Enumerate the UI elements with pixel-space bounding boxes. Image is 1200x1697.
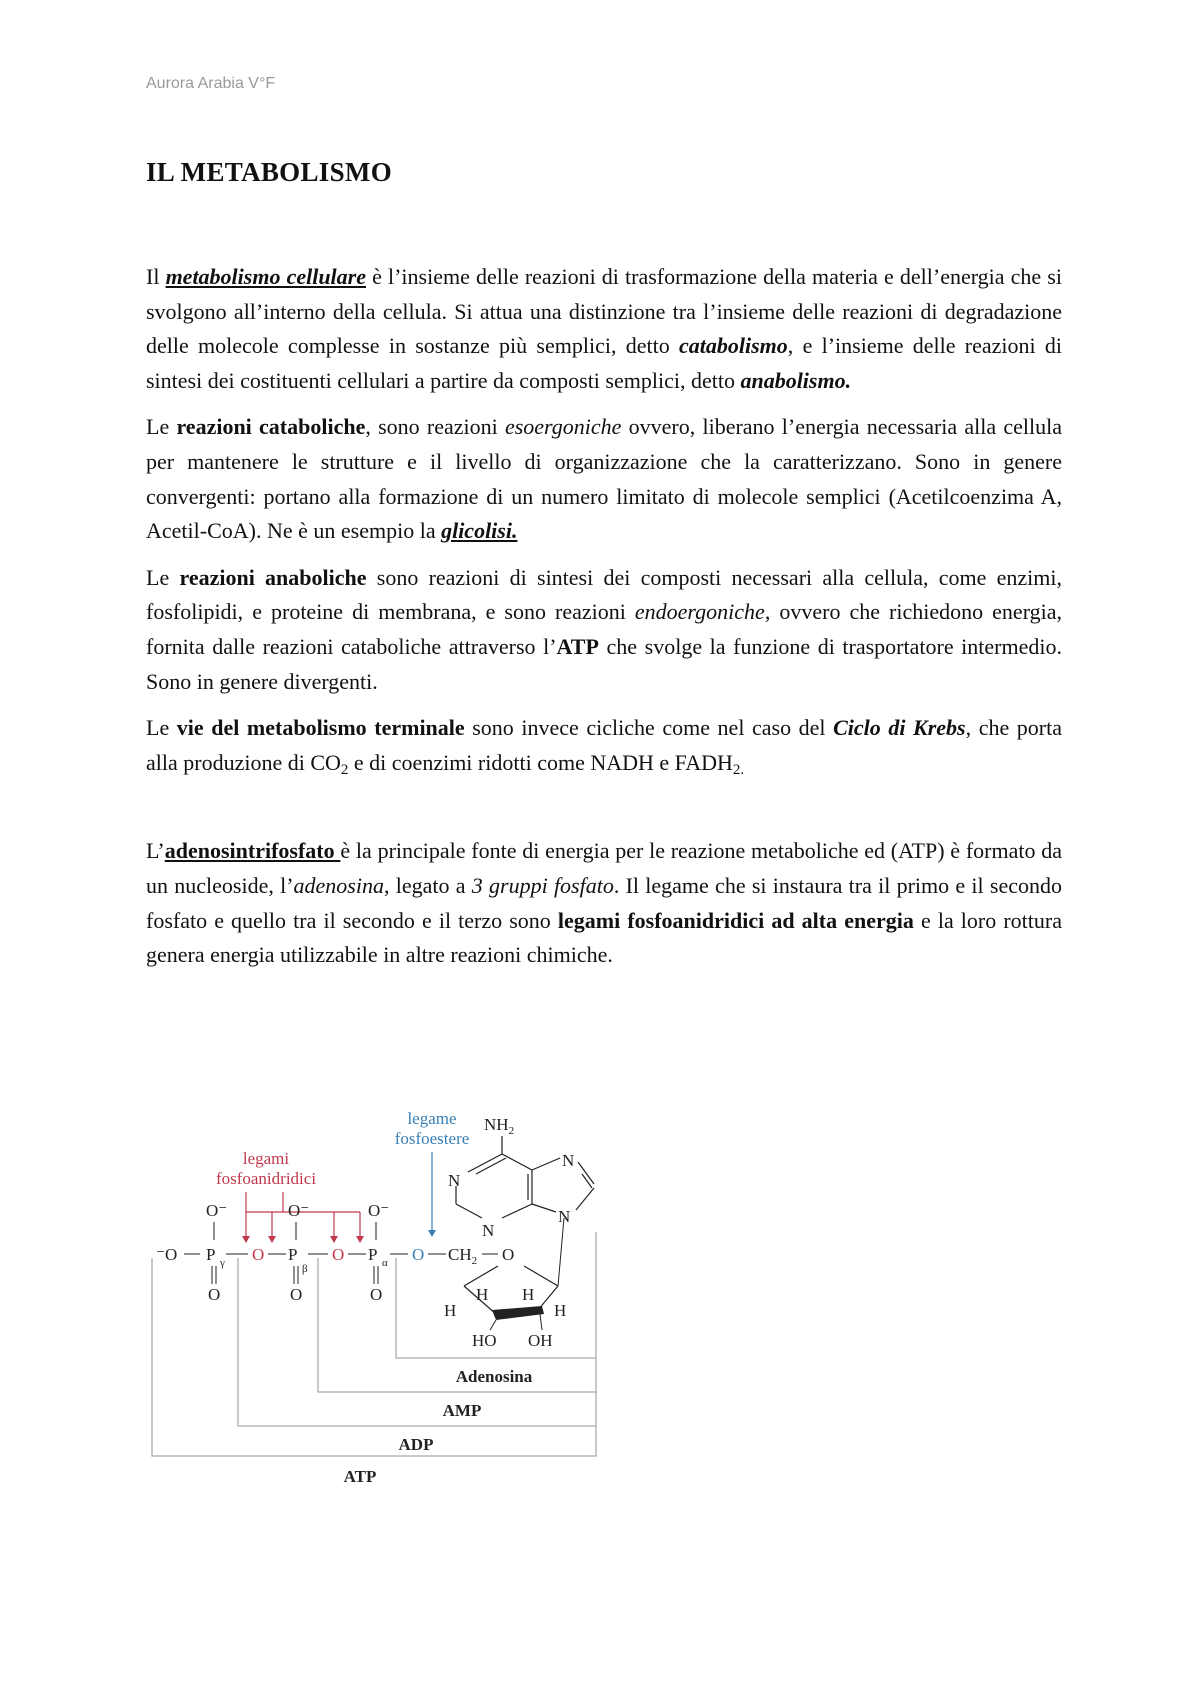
p-gamma-o-minus: O⁻ [206,1201,228,1220]
text-run: ovvero, liberano l’energia necessaria alla cellula per mantenere le strutture e il livello di organizzazione che la caratterizzano. Sono in genere convergenti: portano alla formazione di un numero limitato di molecole semplici (Acetilcoenzima A, Acetil-CoA). Ne è un esempio la [146,414,1063,544]
term-adenosina: adenosina [293,872,384,898]
term-reazioni-cataboliche: reazioni cataboliche [176,414,366,440]
ribose-h-2: H [522,1285,535,1304]
paragraph-reazioni-cataboliche [146,410,1062,548]
glycosidic-bond [558,1218,564,1286]
term-atp: ATP [556,633,599,659]
text-run: è l’insieme delle reazioni di trasformazione della materia e dell’energia che si svolgono all’interno della cellula. Si attua una distinzione tra l’insieme delle reazioni di degradazione delle molecole complesse in sostanze più semplici, detto [146,264,1062,359]
term-adenosintrifosfato: adenosintrifosfato [164,838,341,864]
text-run: Le [146,414,177,440]
nh2-subscript: 2 [508,1125,515,1137]
text-run: , e l’insieme delle reazioni di sintesi dei costituenti cellulari a partire da composti semplici, detto [146,333,1063,393]
text-run: sono invece cicliche come nel caso del [464,715,834,741]
term-metabolismo-cellulare: metabolismo cellulare [165,264,366,289]
text-run: . Il legame che si instaura tra il primo e il secondo fosfato e quello tra il secondo e il terzo sono [146,872,1062,933]
ester-o: O [412,1245,425,1264]
ch2-subscript: 2 [471,1255,478,1267]
document-body [146,260,1062,985]
text-run: Il [146,264,166,289]
terminal-o-minus: ⁻O [156,1245,178,1264]
term-3-gruppi-fosfato: 3 gruppi fosfato [471,872,614,898]
adenine-rings [456,1136,594,1218]
label-fosfoestere: fosfoestere [394,1129,470,1148]
adenine-nh2 [484,1115,514,1137]
subscript: 2 [340,761,349,778]
bond-line [540,1314,542,1330]
label-fosfoanidridici: fosfoanidridici [215,1169,317,1188]
text-run: è la principale fonte di energia per le reazione metaboliche ed (ATP) è formato da un nucleoside, l’ [146,838,1062,898]
ribose-wedge-bond [492,1306,544,1320]
adenine-n7: N [562,1151,575,1170]
adenine-n1: N [448,1171,461,1190]
term-legami-fosfoanidridici: legami fosfoanidridici ad alta energia [557,907,914,933]
paragraph-reazioni-anaboliche [146,561,1062,699]
text-run: , sono reazioni [365,414,505,440]
p-gamma: P [206,1245,216,1264]
bridge-o-2: O [332,1245,345,1264]
greek-beta: β [302,1263,308,1275]
bracket-label-amp: AMP [442,1401,482,1420]
ch2-text: CH [448,1245,472,1264]
p-alpha-o-minus: O⁻ [368,1201,390,1220]
p-beta-o-minus: O⁻ [288,1201,310,1220]
text-run: , legato a [383,872,472,898]
p-alpha-o: O [370,1285,383,1304]
ribose-h-1: H [476,1285,489,1304]
term-esoergoniche: esoergoniche [504,414,622,440]
term-glicolisi: glicolisi. [441,518,518,544]
p-alpha: P [368,1245,378,1264]
bracket-label-adenosina: Adenosina [455,1367,533,1386]
paragraph-metabolismo-terminale [146,711,1062,780]
subscript: 2. [732,761,745,778]
paragraph-metabolismo [146,260,1062,398]
term-reazioni-anaboliche: reazioni anaboliche [179,564,367,590]
text-run: Le [146,715,177,741]
atp-structure-diagram [146,1100,666,1500]
bond-line [490,1320,496,1330]
term-anabolismo: anabolismo. [740,367,852,393]
ester-arrowhead [428,1230,436,1237]
greek-alpha: α [382,1257,388,1269]
page-title: IL METABOLISMO [146,157,393,187]
text-run: , che porta alla produzione di CO [146,715,1063,775]
text-run: e la loro rottura genera energia utilizzabile in altre reazioni chimiche. [146,907,1062,968]
term-endoergoniche: endoergoniche [634,599,765,625]
text-run: L’ [146,838,165,864]
ribose-h-3: H [444,1301,457,1320]
p-gamma-o: O [208,1285,221,1304]
text-run: sono reazioni di sintesi dei composti necessari alla cellula, come enzimi, fosfolipidi, e proteine di membrana, e sono reazioni [146,564,1062,625]
author-header: Aurora Arabia V°F [146,75,276,92]
ribose-ring-o: O [502,1245,515,1264]
nh2-text: NH [484,1115,509,1134]
paragraph-atp [146,834,1062,972]
text-run: Le [146,564,180,590]
ribose-oh: OH [528,1331,553,1350]
text-run: , ovvero che richiedono energia, fornita dalle reazioni cataboliche attraverso l’ [146,599,1062,659]
label-legame: legame [407,1109,457,1128]
term-catabolismo: catabolismo [679,333,788,359]
term-ciclo-di-krebs: Ciclo di Krebs [833,715,966,741]
greek-gamma: γ [220,1257,225,1269]
ribose-ho: HO [472,1331,497,1350]
p-beta: P [288,1245,298,1264]
label-legami: legami [242,1149,290,1168]
ribose-h-4: H [554,1301,567,1320]
bridge-o-1: O [252,1245,265,1264]
term-vie-metabolismo-terminale: vie del metabolismo terminale [176,715,465,741]
text-run: che svolge la funzione di trasportatore intermedio. Sono in genere divergenti. [146,633,1062,694]
p-beta-o: O [290,1285,303,1304]
adenine-n3: N [482,1221,495,1240]
bracket-label-atp: ATP [343,1467,377,1486]
adenine-n9: N [558,1207,571,1226]
ch2-group [448,1245,477,1267]
bracket-label-adp: ADP [398,1435,434,1454]
anhydride-arrowheads [242,1236,364,1243]
text-run: e di coenzimi ridotti come NADH e FADH [348,749,733,775]
atp-structure-figure [146,1100,666,1500]
